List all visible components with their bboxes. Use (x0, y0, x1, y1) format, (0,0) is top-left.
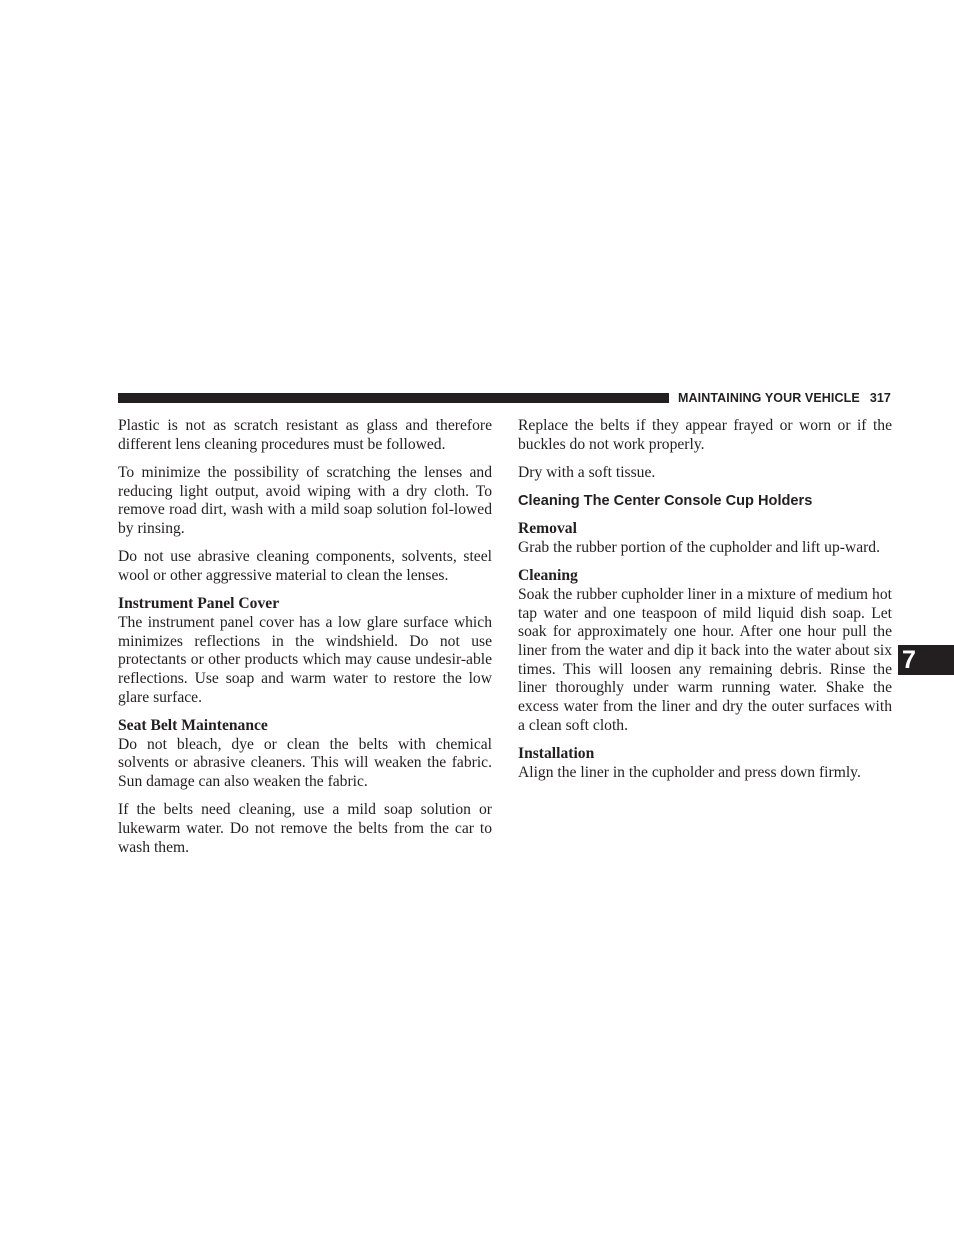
installation-heading: Installation (518, 745, 595, 763)
chapter-tab: 7 (898, 645, 954, 675)
left-column (118, 417, 492, 867)
instrument-panel-heading: Instrument Panel Cover (118, 595, 280, 613)
right-column (518, 417, 892, 792)
paragraph-belt-cleaning: If the belts need cleaning, use a mild soap solution or lukewarm water. Do not remove the belts from the car to wash them. (118, 801, 492, 856)
cleaning-text: Soak the rubber cupholder liner in a mixture of medium hot tap water and one teaspoon of mild liquid dish soap. Let soak for approximately one hour. After one hour pull the liner from the water and dip it back into the water about six times. This will loosen any remaining debris. Rinse the liner thoroughly under warm running water. Shake the excess water from the liner and dry the outer surfaces with a clean soft cloth. (518, 585, 892, 734)
paragraph-dry-tissue: Dry with a soft tissue. (518, 463, 656, 481)
cup-holders-heading: Cleaning The Center Console Cup Holders (518, 493, 813, 510)
paragraph-plastic-lenses: Plastic is not as scratch resistant as glass and therefore different lens cleaning procedures must be followed. (118, 417, 492, 453)
section-title: MAINTAINING YOUR VEHICLE (678, 391, 860, 405)
running-header (678, 389, 891, 407)
paragraph-abrasive-warning: Do not use abrasive cleaning components, solvents, steel wool or other aggressive material to clean the lenses. (118, 548, 492, 584)
header-rule (118, 393, 669, 403)
instrument-panel-section (118, 595, 492, 707)
removal-text: Grab the rubber portion of the cupholder and lift up-ward. (518, 539, 881, 557)
cleaning-heading: Cleaning (518, 567, 578, 585)
cleaning-section (518, 567, 892, 735)
seat-belt-heading: Seat Belt Maintenance (118, 716, 268, 734)
seat-belt-text: Do not bleach, dye or clean the belts with chemical solvents or abrasive cleaners. This will weaken the fabric. Sun damage can also weaken the fabric. (118, 735, 492, 790)
removal-section (518, 520, 892, 557)
removal-heading: Removal (518, 520, 577, 538)
paragraph-replace-belts: Replace the belts if they appear frayed or worn or if the buckles do not work properly. (518, 417, 892, 453)
page-number: 317 (869, 391, 891, 405)
installation-section (518, 745, 892, 782)
paragraph-scratch-lenses: To minimize the possibility of scratching the lenses and reducing light output, avoid wiping with a dry cloth. To remove road dirt, wash with a mild soap solution fol-lowed by rinsing. (118, 463, 492, 538)
installation-text: Align the liner in the cupholder and press down firmly. (518, 763, 861, 781)
instrument-panel-text: The instrument panel cover has a low glare surface which minimizes reflections in the windshield. Do not use protectants or other products which may cause undesir-able reflections. Use soap and warm water to restore the low glare surface. (118, 613, 492, 706)
seat-belt-section (118, 717, 492, 792)
